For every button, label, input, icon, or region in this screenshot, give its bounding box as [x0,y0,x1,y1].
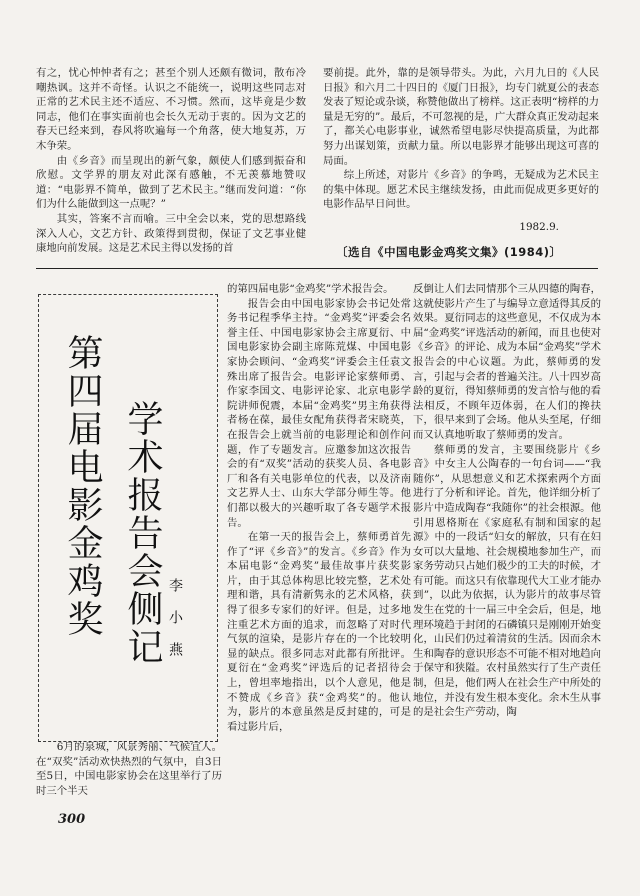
source-citation: 〔选自《中国电影金鸡奖文集》(1984)〕 [336,245,562,259]
top-left-column [36,66,306,266]
section-divider [36,268,598,269]
paragraph: 蔡师勇的发言，主要围绕影片《乡音》中女主人公陶春的一句台词——“我随你”，从思想意义和艺术探索两个方面进行了分析和评论。首先，他详细分析了影片中造成陶春“我随你”的社会根源。他引用恩格斯在《家庭私有制和国家的起源》中的一段话“妇女的解放，只有在妇女可以大量地、社会规模地参加生产，而家务劳动只占她们极少的工夫的时候，才有可能。而这只有依靠现代大工业才能办到”，以此为依据，认为影片的故事尽管发生在党的十一届三中全会后，但是，地理环境趋于封闭的石磷镇只是刚刚开始变化，山民们仍过着清贫的生活。因而余木生和陶春的意识形态不可能不相对地趋向于保守和狭隘。农村虽然实行了生产责任制，但是，他们两人在社会生产中所处的地位，并没有发生根本变化。余木生从事的是社会生产劳动，陶 [413,443,601,719]
paragraph: 综上所述，对影片《乡音》的争鸣，无疑成为艺术民主的集中体现。愿艺术民主继续发扬，由此而促成更多更好的电影作品早日问世。 [323,169,599,211]
article-author: 李小燕 [167,578,183,674]
page-number: 300 [58,812,86,827]
paragraph: 反倒让人们去同情那个三从四德的陶春，这就使影片产生了与编导立意适得其反的效果。夏衍同志的这些意见，不仅成为本届“金鸡奖”评选活动的新闻，而且也使对《乡音》的评论、成为本届“金鸡奖”学术报告会的中心议题。为此，蔡师勇的发言，引起与会者的普遍关注。八十四岁高龄的夏衍，得知蔡师勇的发言恰与他的看法相反，不顾年迈体弱，在人们的搀扶下，很早来到了会场。他从头至尾，仔细而又认真地听取了蔡师勇的发言。 [413,283,601,441]
article-column-3 [413,282,601,868]
paragraph: 其实，答案不言而喻。三中全会以来，党的思想路线深入人心，文艺方针、政策得到贯彻，保证了文艺事业健康地向前发展。这是艺术民主得以发扬的首 [36,212,306,255]
paragraph: 的第四届电影“金鸡奖”学术报告会。 [227,283,394,295]
date-line: 1982.9. [519,220,559,233]
paragraph: 由《乡音》而呈现出的新气象，颇使人们感到振奋和欣慰。文学界的朋友对此深有感触，不无羡慕地赞叹道：“电影界不简单，做到了艺术民主。”继而发问道：“你们为什么能做到这一点呢？” [36,154,306,211]
paragraph: 要前提。此外，靠的是领导带头。为此，六月九日的《人民日报》和六月二十四日的《厦门日报》，均专门就夏公的表态发表了短论或杂谈，称赞他做出了榜样。这正表明“榜样的力量是无穷的”。最后，不可忽视的是，广大群众真正发动起来了，都关心电影事业，诚然希望电影尽快提高质量，为此都努力出谋划策，贡献力量。所以电影界才能够出现这可喜的局面。 [323,67,599,167]
article-column-2 [227,282,411,868]
article-title: 第四届电影金鸡奖 [62,334,103,638]
paragraph: 在第一天的报告会上，蔡师勇首先作了“评《乡音》”的发言。《乡音》作为本届电影“金鸡奖”最佳故事片获奖影片，由于其总体构思比较完整，艺术处理和谐，具有清新隽永的艺术风格，获得了很多专家们的好评。但是，过多地注重艺术方面的追求，而忽略了对时代气氛的渲染，是影片存在的一个比较明显的缺点。很多同志对此都有所批评。夏衍在“金鸡奖”评选后的记者招待会上，曾坦率地指出，以个人意见，他是不赞成《乡音》获“金鸡奖”的。他认为，影片的本意虽然是反封建的，可是看过影片后， [227,531,411,733]
top-right-column [323,66,599,246]
paragraph: 报告会由中国电影家协会书记处常务书记程季华主持。“金鸡奖”评委会名誉主任、中国电影家协会主席夏衍、中国电影家协会副主席陈荒煤、中国电影家协会顾问、“金鸡奖”评委会主任袁文殊出席了报告会。电影评论家蔡师勇、作家李国文、电影评论家、北京电影学院讲师倪震，本届“金鸡奖”男主角获得者杨在葆，最佳女配角获得者宋晓英，在报告会上就当前的电影理论和创作问题，作了专题发言。应邀参加这次报告会的有“双奖”活动的获奖人员、各电影厂和各有关电影单位的代表，以及济南文艺界人士、山东大学部分师生等。他们都以极大的兴趣听取了各专题学术报告。 [227,297,411,529]
article-column-1 [36,740,222,797]
article-subtitle: 学术报告会侧记 [122,400,163,666]
paragraph: 6月的泉城，风景秀丽、气候宜人。在“双奖”活动欢快热烈的气氛中，自3日至5日，中国电影家协会在这里举行了历时三个半天 [36,741,222,797]
paragraph: 有之，忧心忡忡者有之；甚至个别人还颇有微词，散布冷嘲热讽。这并不奇怪。认识之不能统一，说明这些同志对正常的艺术民主还不适应、不习惯。然而，这毕竟是少数同志，他们在事实面前也会长久无动于衷的。因为文艺的春天已经来到，春风将吹遍每一个角落，使大地复苏，万木争荣。 [36,67,306,152]
